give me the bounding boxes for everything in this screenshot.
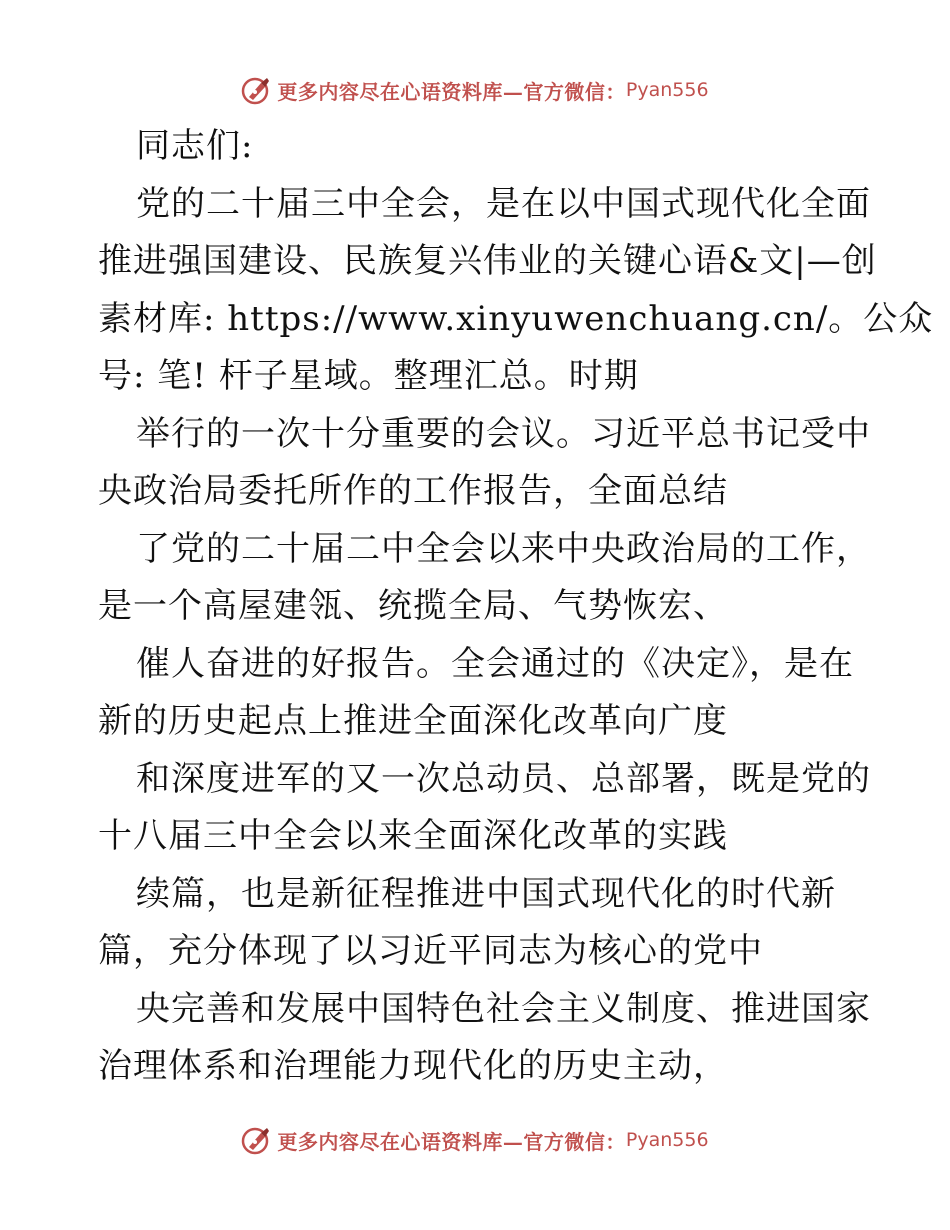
document-line: 央完善和发展中国特色社会主义制度、推进国家: [136, 988, 871, 1029]
pen-nib-logo-icon: [241, 75, 271, 105]
document-body: [98, 118, 934, 1096]
document-line: 十八届三中全会以来全面深化改革的实践: [98, 816, 728, 856]
footer-banner-text: 更多内容尽在心语资料库—官方微信：: [277, 1129, 626, 1154]
document-line: 素材库: https://www.xinyuwenchuang.cn/。公众: [98, 298, 934, 339]
document-line: 推进强国建设、民族复兴伟业的关键心语&文|—创: [98, 241, 877, 281]
document-line: 举行的一次十分重要的会议。习近平总书记受中: [136, 413, 871, 454]
header-banner: [0, 70, 950, 110]
document-line: 同志们:: [136, 126, 254, 166]
document-line: 续篇，也是新征程推进中国式现代化的时代新: [136, 873, 836, 914]
document-line: 央政治局委托所作的工作报告，全面总结: [98, 471, 728, 511]
header-banner-text: 更多内容尽在心语资料库—官方微信：: [277, 79, 626, 104]
document-line: 催人奋进的好报告。全会通过的《决定》，是在: [136, 643, 854, 684]
pen-nib-logo-icon: [241, 1125, 271, 1155]
document-line: 治理体系和治理能力现代化的历史主动，: [98, 1046, 728, 1086]
document-line: 篇，充分体现了以习近平同志为核心的党中: [98, 931, 763, 971]
document-line: 了党的二十届二中全会以来中央政治局的工作，: [136, 528, 871, 569]
footer-banner-contact: Pyan556: [625, 1129, 709, 1151]
document-line: 和深度进军的又一次总动员、总部署，既是党的: [136, 758, 871, 799]
footer-banner: [0, 1120, 950, 1160]
document-line: 号: 笔! 杆子星域。整理汇总。时期: [98, 356, 639, 396]
document-line: 党的二十届三中全会，是在以中国式现代化全面: [136, 183, 871, 224]
document-line: 新的历史起点上推进全面深化改革向广度: [98, 701, 728, 741]
header-banner-contact: Pyan556: [625, 79, 709, 101]
document-line: 是一个高屋建瓴、统揽全局、气势恢宏、: [98, 586, 728, 626]
